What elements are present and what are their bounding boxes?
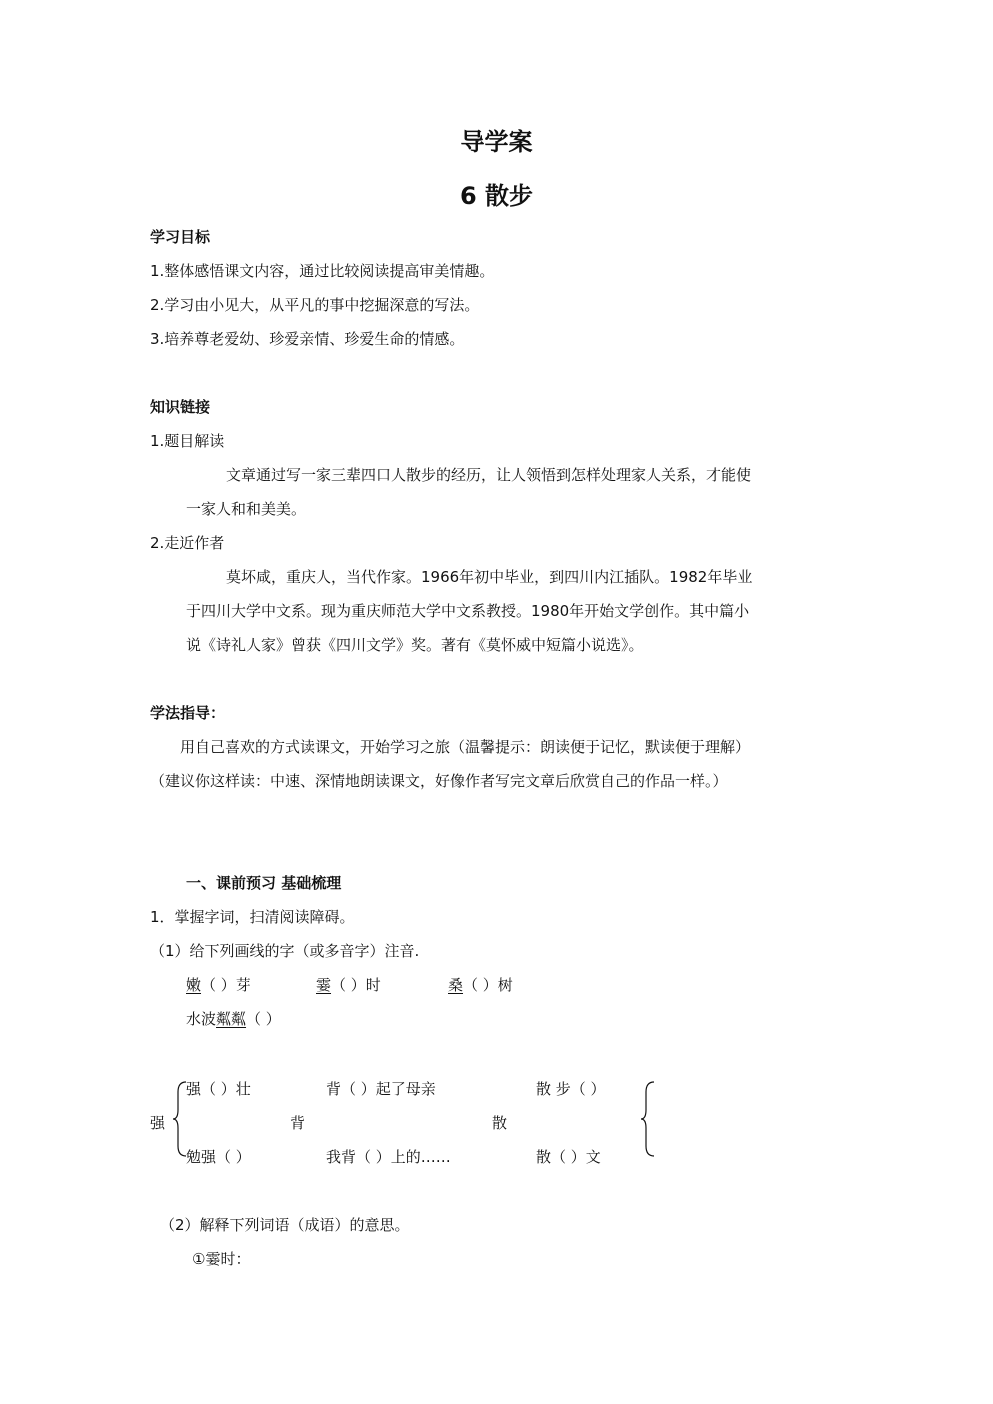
- underlined-char: 粼粼: [216, 1010, 247, 1028]
- knowledge-heading: 知识链接: [150, 398, 211, 416]
- method-text-1: 用自己喜欢的方式读课文，开始学习之旅（温馨提示：朗读便于记忆，默读便于理解）: [180, 738, 751, 756]
- goals-heading: 学习目标: [150, 228, 211, 246]
- pinyin-blank[interactable]: （ ）: [246, 1010, 281, 1028]
- author-text-2: 于四川大学中文系。现为重庆师范大学中文系教授。1980年开始文学创作。其中篇小: [186, 602, 750, 620]
- doc-subtitle: 6 散步: [459, 182, 534, 210]
- title-interpretation-text-2: 一家人和和美美。: [186, 500, 307, 518]
- qiang-top[interactable]: 强（ ）壮: [186, 1080, 251, 1098]
- bei-top[interactable]: 背（ ）起了母亲: [326, 1080, 436, 1098]
- right-brace-icon: [640, 1080, 656, 1158]
- preview-q1-2-a[interactable]: ①霎时：: [192, 1250, 251, 1268]
- preview-q1-2: （2）解释下列词语（成语）的意思。: [160, 1216, 410, 1234]
- pinyin-item-3: [448, 974, 513, 995]
- title-interpretation-text-1: 文章通过写一家三辈四口人散步的经历，让人领悟到怎样处理家人关系，才能使: [226, 466, 752, 484]
- author-text-1: 莫坏咸，重庆人，当代作家。1966年初中毕业，到四川内江插队。1982年毕业: [226, 568, 753, 586]
- bei-label: 背: [290, 1114, 306, 1132]
- san-bottom[interactable]: 散（ ）文: [536, 1148, 601, 1166]
- author-text-3: 说《诗礼人家》曾获《四川文学》奖。著有《莫怀威中短篇小说选》。: [186, 636, 644, 654]
- underlined-char: 桑: [448, 976, 464, 994]
- bei-bottom[interactable]: 我背（ ）上的……: [326, 1148, 451, 1166]
- preview-q1: 1．掌握字词，扫清阅读障碍。: [150, 908, 355, 926]
- goal-item-2: 2.学习由小见大，从平凡的事中挖掘深意的写法。: [150, 296, 480, 314]
- left-brace-icon: [172, 1080, 188, 1158]
- pinyin-blank[interactable]: （ ）时: [331, 976, 381, 994]
- preview-heading: 一、课前预习 基础梳理: [186, 874, 342, 892]
- pinyin-item-2: [316, 974, 381, 995]
- goal-item-1: 1.整体感悟课文内容，通过比较阅读提高审美情趣。: [150, 262, 495, 280]
- author-label: 2.走近作者: [150, 534, 225, 552]
- method-heading: 学法指导：: [150, 704, 226, 722]
- underlined-char: 嫩: [186, 976, 202, 994]
- underlined-char: 霎: [316, 976, 332, 994]
- san-label: 散: [492, 1114, 508, 1132]
- preview-q1-1: （1）给下列画线的字（或多音字）注音.: [150, 942, 420, 960]
- method-text-2: （建议你这样读：中速、深情地朗读课文，好像作者写完文章后欣赏自己的作品一样。）: [150, 772, 728, 790]
- pinyin-item-1: [186, 974, 251, 995]
- san-top[interactable]: 散 步（ ）: [536, 1080, 606, 1098]
- word-prefix: 水波: [186, 1010, 217, 1028]
- pinyin-item-4: [186, 1008, 281, 1029]
- pinyin-blank[interactable]: （ ）树: [463, 976, 513, 994]
- title-interpretation-label: 1.题目解读: [150, 432, 225, 450]
- doc-title: 导学案: [460, 128, 533, 156]
- goal-item-3: 3.培养尊老爱幼、珍爱亲情、珍爱生命的情感。: [150, 330, 465, 348]
- qiang-bottom[interactable]: 勉强（ ）: [186, 1148, 251, 1166]
- pinyin-blank[interactable]: （ ）芽: [201, 976, 251, 994]
- qiang-label: 强: [150, 1114, 166, 1132]
